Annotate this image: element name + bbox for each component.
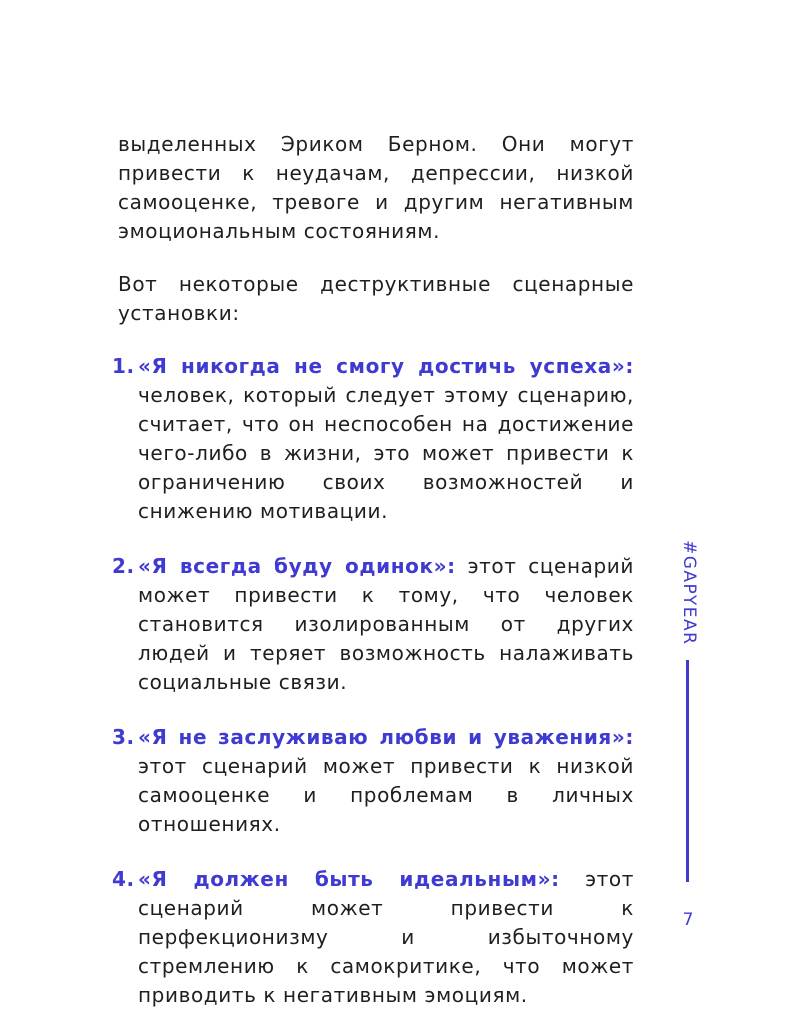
page-number: 7 [682, 910, 694, 930]
list-item-number: 4. [112, 867, 135, 891]
list-item-body [138, 352, 634, 526]
list-item-lead: «Я не заслуживаю любви и уважения»: [138, 725, 634, 749]
list-item-body [138, 865, 634, 1010]
side-accent-line [686, 660, 689, 882]
list-item-body [138, 552, 634, 697]
list-item-lead: «Я никогда не смогу достичь успеха»: [138, 354, 634, 378]
list-item-text: этот сценарий может привести к тому, что человек становится изолированным от других людей и теряет возможность налаживать социальные связи. [138, 554, 634, 694]
list-intro: Вот некоторые деструктивные сценарные установки: [118, 272, 634, 325]
list-item [112, 552, 634, 697]
list-item [112, 865, 634, 1010]
list-item-number: 3. [112, 725, 135, 749]
intro-paragraph: выделенных Эриком Берном. Они могут привести к неудачам, депрессии, низкой самооценке, тревоге и другим негативным эмоциональным состояниям. [118, 132, 634, 243]
list-item-text: этот сценарий может привести к низкой самооценке и проблемам в личных отношениях. [138, 754, 634, 836]
list-item-text: человек, который следует этому сценарию, считает, что он неспособен на достижение чего-либо в жизни, это может привести к ограничению своих возможностей и снижению мотивации. [138, 383, 634, 523]
list-item-body [138, 723, 634, 839]
list-item [112, 723, 634, 839]
list-item-number: 2. [112, 554, 135, 578]
side-hashtag: #GAPYEAR [679, 540, 699, 646]
list-item-lead: «Я должен быть идеальным»: [138, 867, 560, 891]
list-item [112, 352, 634, 526]
list-item-text: этот сценарий может привести к перфекционизму и избыточному стремлению к самокритике, что может приводить к негативным эмоциям. [138, 867, 634, 1007]
destructive-scenarios-list [112, 352, 634, 1010]
list-item-number: 1. [112, 354, 135, 378]
page-content [112, 130, 634, 1036]
list-item-lead: «Я всегда буду одинок»: [138, 554, 456, 578]
